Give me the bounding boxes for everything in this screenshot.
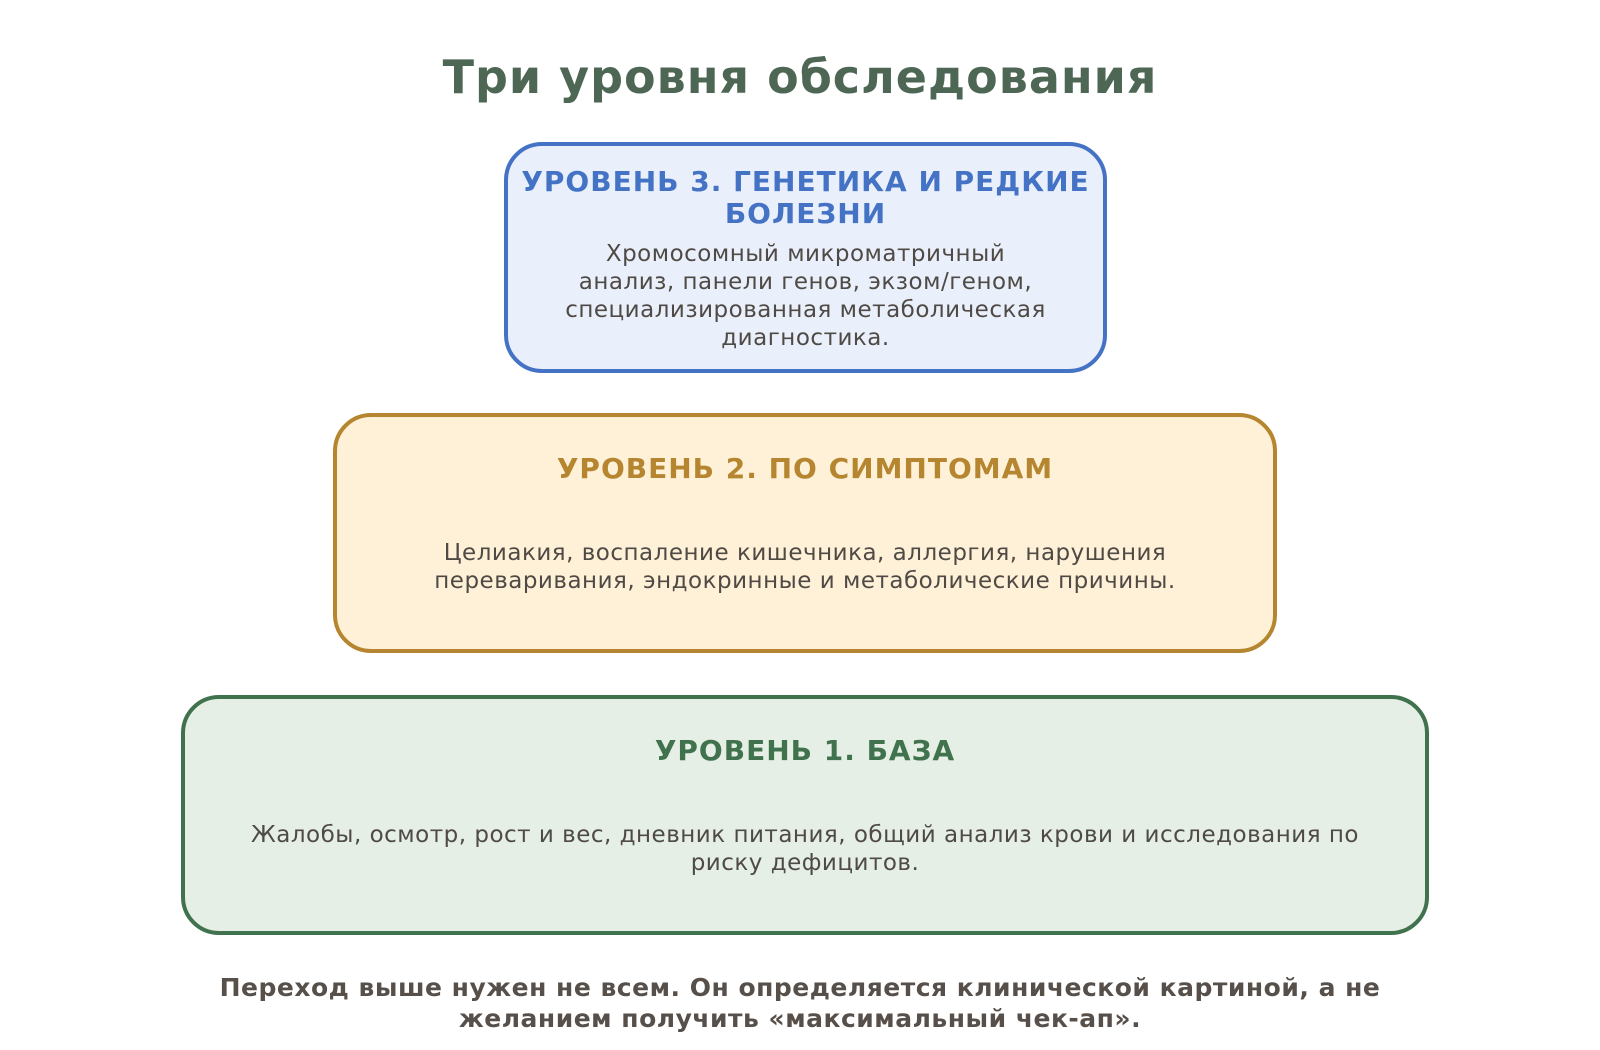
level-2-description: Целиакия, воспаление кишечника, аллергия, нарушения переваривания, эндокринные и метаболические причины. (434, 540, 1176, 594)
level-3-box (504, 142, 1107, 373)
level-1-heading: УРОВЕНЬ 1. БАЗА (654, 734, 956, 767)
level-1-description: Жалобы, осмотр, рост и вес, дневник питания, общий анализ крови и исследования по риску дефицитов. (250, 822, 1359, 876)
level-2-box (333, 413, 1277, 653)
footnote: Переход выше нужен не всем. Он определяется клинической картиной, а не желанием получить «максимальный чек-ап». (219, 973, 1381, 1033)
level-3-heading: УРОВЕНЬ 3. ГЕНЕТИКА И РЕДКИЕ БОЛЕЗНИ (521, 165, 1090, 230)
diagram-title: Три уровня обследования (442, 50, 1158, 104)
level-3-description: Хромосомный микроматричный анализ, панели генов, экзом/геном, специализированная метаболическая диагностика. (565, 241, 1046, 351)
level-2-heading: УРОВЕНЬ 2. ПО СИМПТОМАМ (556, 452, 1054, 485)
level-1-box (181, 695, 1429, 935)
